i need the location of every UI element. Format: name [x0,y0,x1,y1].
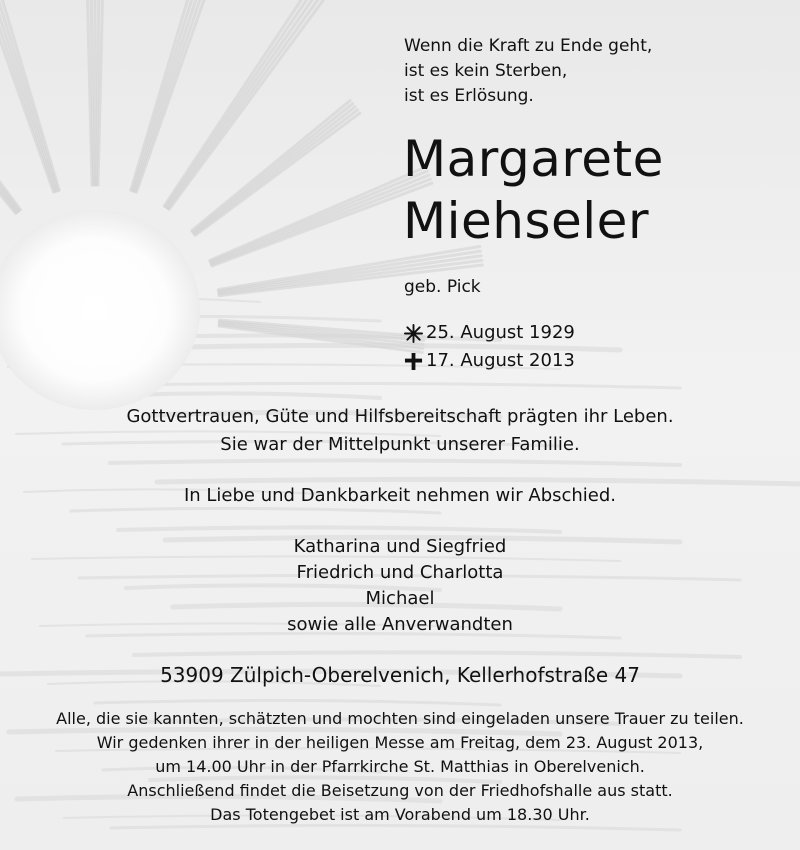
service-info-line: Das Totengebet ist am Vorabend um 18.30 Uhr. [210,805,590,824]
poem-verse [404,34,652,109]
mourner-entry: sowie alle Anverwandten [287,614,513,635]
deceased-name [403,128,664,252]
birth-star-icon [404,324,423,343]
family-address: 53909 Zülpich-Oberelvenich, Kellerhofstraße 47 [160,663,640,687]
service-info-line: Alle, die sie kannten, schätzten und mochten sind eingeladen unsere Trauer zu teilen. [56,709,744,728]
poem-line: Wenn die Kraft zu Ende geht, [404,36,653,56]
last-name: Miehseler [403,192,650,250]
death-cross-icon [404,352,423,371]
tribute-line: Gottvertrauen, Güte und Hilfsbereitschaft prägten ihr Leben. [126,406,674,427]
death-date-row [404,347,575,375]
mourner-entry: Katharina und Siegfried [293,536,507,557]
mourners-list [0,534,800,638]
poem-line: ist es Erlösung. [404,86,534,106]
farewell-line: In Liebe und Dankbarkeit nehmen wir Abschied. [183,485,617,506]
poem-line: ist es kein Sterben, [404,61,568,81]
maiden-name: geb. Pick [404,277,481,297]
mourner-entry: Michael [365,588,435,609]
service-info-line: Anschließend findet die Beisetzung von der Friedhofshalle aus statt. [127,781,673,800]
tribute-line: Sie war der Mittelpunkt unserer Familie. [220,434,580,455]
birth-date-row [404,319,575,347]
birth-date: 25. August 1929 [426,322,575,343]
first-name: Margarete [403,130,664,188]
service-info-line: Wir gedenken ihrer in der heiligen Messe am Freitag, dem 23. August 2013, [96,733,704,752]
life-dates [404,319,575,375]
mourner-entry: Friedrich und Charlotta [296,562,504,583]
death-date: 17. August 2013 [426,350,575,371]
service-info-line: um 14.00 Uhr in der Pfarrkirche St. Matthias in Oberelvenich. [155,757,645,776]
tribute-text [0,403,800,459]
service-information [0,707,800,827]
